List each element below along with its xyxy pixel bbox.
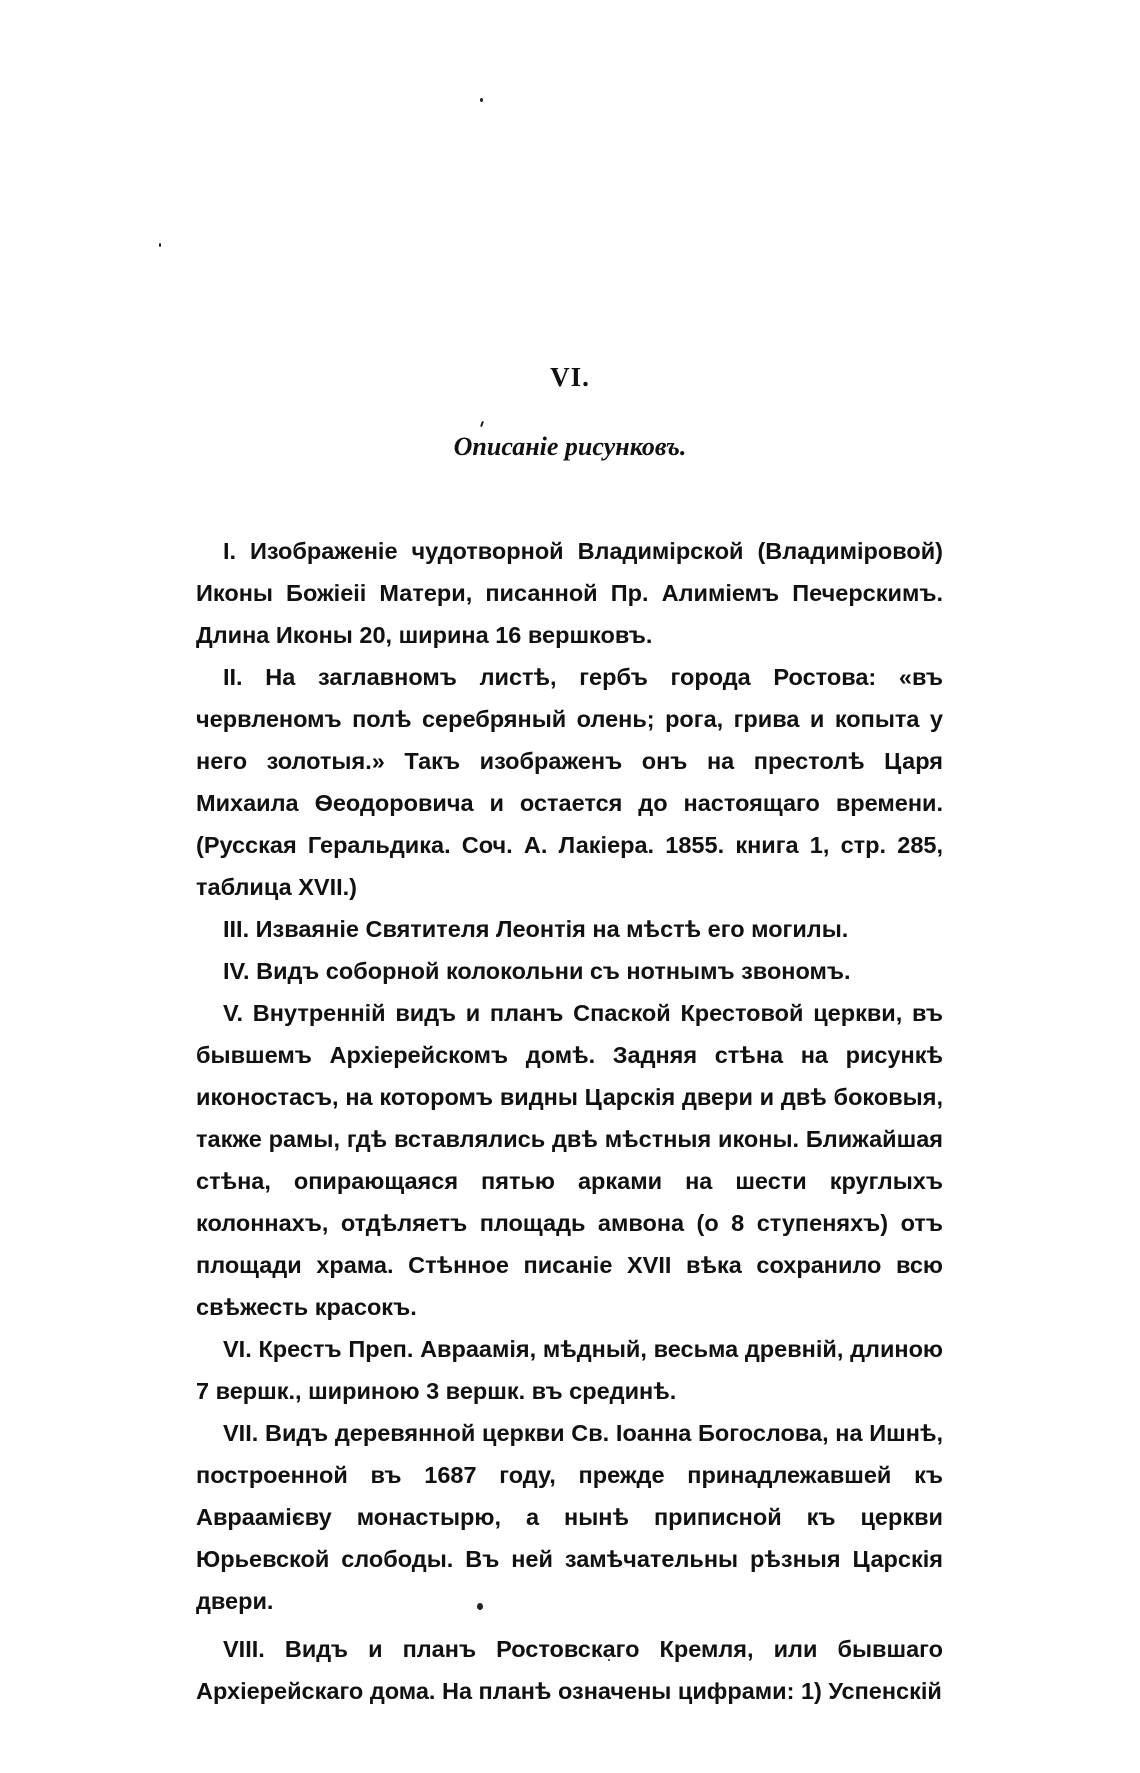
entry-number: VIII. [223,1636,265,1662]
entry-1 [196,530,943,656]
chapter-title: Описаніе рисунковъ. [453,432,687,461]
entry-text: Изображеніе чудотворной Владимірской (Владиміровой) Иконы Божіеіі Матери, писанной Пр. Алиміемъ Печерскимъ. Длина Иконы 20, ширина 16 вершковъ. [196,538,943,648]
entry-number: V. [223,1000,244,1026]
entry-5 [196,992,943,1328]
chapter-number: VI. [550,362,590,392]
entry-number: VII. [223,1420,259,1446]
entry-text: Изваяніе Святителя Леонтія на мѣстѣ его могилы. [255,916,849,942]
entry-text: Видъ и планъ Ростовскаго Кремля, или бывшаго Архіерейскаго дома. На планѣ означены цифрами: 1) Успенскій [196,1636,943,1704]
entry-text: Видъ деревянной церкви Св. Іоанна Богослова, на Ишнѣ, построенной въ 1687 году, прежде принадлежавшей къ Авраамієву монастырю, а нынѣ приписной къ церкви Юрьевской слободы. Въ ней замѣчательны рѣзныя Царскія двери. [196,1420,943,1614]
entry-text: Видъ соборной колокольни съ нотнымъ звономъ. [256,958,851,984]
entry-text: Крестъ Преп. Авраамія, мѣдный, весьма древній, длиною 7 вершк., шириною 3 вершк. въ срединѣ. [196,1336,944,1404]
entry-4 [196,950,943,992]
entry-2 [196,656,943,908]
entry-8 [196,1628,943,1712]
print-speck [159,243,161,247]
entry-text: Внутренній видъ и планъ Спаской Крестовой церкви, въ бывшемъ Архіерейскомъ домѣ. Задняя стѣна на рисункѣ иконостасъ, на которомъ видны Царскія двери и двѣ боковыя, также рамы, гдѣ вставлялись двѣ мѣстныя иконы. Ближайшая стѣна, опирающаяся пятью арками на шести круглыхъ колоннахъ, отдѣляетъ площадь амвона (о 8 ступеняхъ) отъ площади храма. Стѣнное писаніе XVII вѣка сохранило всю свѣжесть красокъ. [196,1000,944,1320]
entry-number: II. [223,664,243,690]
entry-number: IV. [223,958,250,984]
entry-6 [196,1328,943,1412]
entry-number: VI. [223,1336,252,1362]
print-speck [480,98,483,102]
entry-number: III. [223,916,250,942]
entry-3 [196,908,943,950]
entry-7 [196,1412,943,1622]
print-speck [480,421,484,427]
entry-text: На заглавномъ листѣ, гербъ города Ростова: «въ червленомъ полѣ серебряный олень; рога, грива и копыта у него золотыя.» Такъ изображенъ онъ на престолѣ Царя Михаила Ѳеодоровича и остается до настоящаго времени. (Русская Геральдика. Соч. А. Лакіера. 1855. книга 1, стр. 285, таблица XVII.) [196,664,943,900]
entry-number: I. [223,538,237,564]
figure-descriptions [196,530,943,1712]
